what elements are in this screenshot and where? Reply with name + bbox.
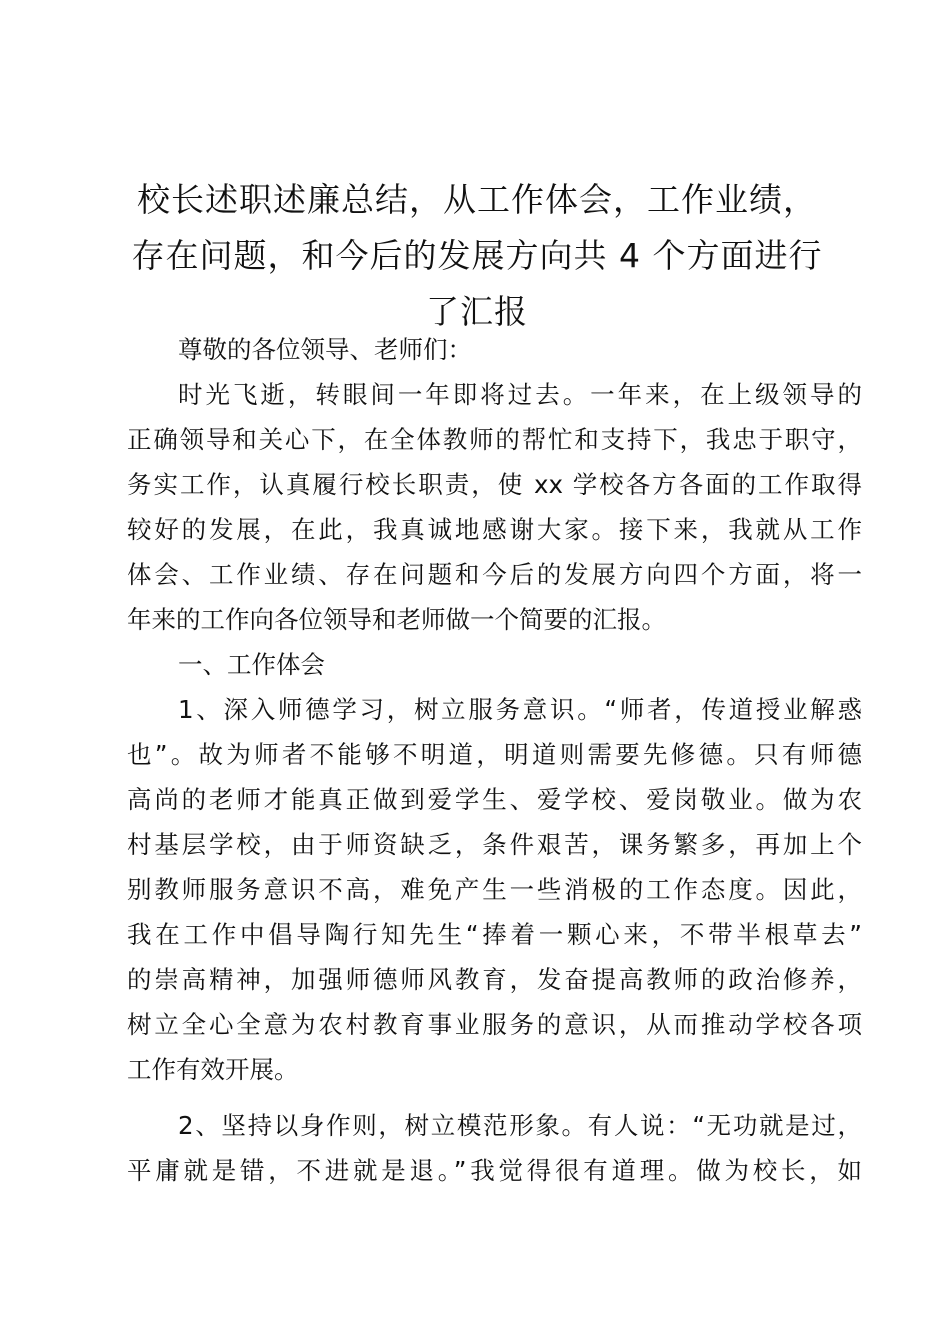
paragraph-line: 年来的工作向各位领导和老师做一个简要的汇报。 — [127, 605, 666, 634]
paragraph-line: 时光飞逝，转眼间一年即将过去。一年来，在上级领导的 — [178, 380, 862, 409]
document-title — [118, 172, 836, 340]
document-body — [127, 327, 862, 1193]
paragraph-spacer — [127, 1092, 862, 1103]
paragraph-line: 体会、工作业绩、存在问题和今后的发展方向四个方面，将一 — [127, 560, 862, 589]
paragraph-line: 村基层学校，由于师资缺乏，条件艰苦，课务繁多，再加上个 — [127, 830, 862, 859]
paragraph-line: 1、深入师德学习，树立服务意识。“师者，传道授业解惑 — [178, 695, 862, 724]
point-1-paragraph — [127, 687, 862, 1092]
title-line: 存在问题，和今后的发展方向共 4 个方面进行 — [131, 236, 823, 275]
salutation: 尊敬的各位领导、老师们： — [178, 335, 472, 364]
paragraph-line: 2、坚持以身作则，树立模范形象。有人说：“无功就是过， — [178, 1111, 862, 1140]
paragraph-line: 较好的发展，在此，我真诚地感谢大家。接下来，我就从工作 — [127, 515, 862, 544]
paragraph-line: 正确领导和关心下，在全体教师的帮忙和支持下，我忠于职守， — [127, 425, 862, 454]
paragraph-line: 树立全心全意为农村教育事业服务的意识，从而推动学校各项 — [127, 1010, 862, 1039]
title-line: 了汇报 — [426, 292, 528, 331]
paragraph-line: 平庸就是错，不进就是退。”我觉得很有道理。做为校长，如 — [127, 1156, 862, 1185]
paragraph-line: 我在工作中倡导陶行知先生“捧着一颗心来，不带半根草去” — [127, 920, 862, 949]
section-heading: 一、工作体会 — [178, 650, 325, 679]
paragraph-line: 工作有效开展。 — [127, 1055, 299, 1084]
paragraph-line: 别教师服务意识不高，难免产生一些消极的工作态度。因此， — [127, 875, 862, 904]
paragraph-line: 的崇高精神，加强师德师风教育，发奋提高教师的政治修养， — [127, 965, 862, 994]
intro-paragraph — [127, 372, 862, 642]
paragraph-line: 务实工作，认真履行校长职责，使 xx 学校各方各面的工作取得 — [127, 470, 862, 499]
paragraph-line: 高尚的老师才能真正做到爱学生、爱学校、爱岗敬业。做为农 — [127, 785, 862, 814]
paragraph-line: 也”。故为师者不能够不明道，明道则需要先修德。只有师德 — [127, 740, 862, 769]
point-2-paragraph — [127, 1103, 862, 1193]
title-line: 校长述职述廉总结，从工作体会，工作业绩， — [137, 180, 817, 219]
